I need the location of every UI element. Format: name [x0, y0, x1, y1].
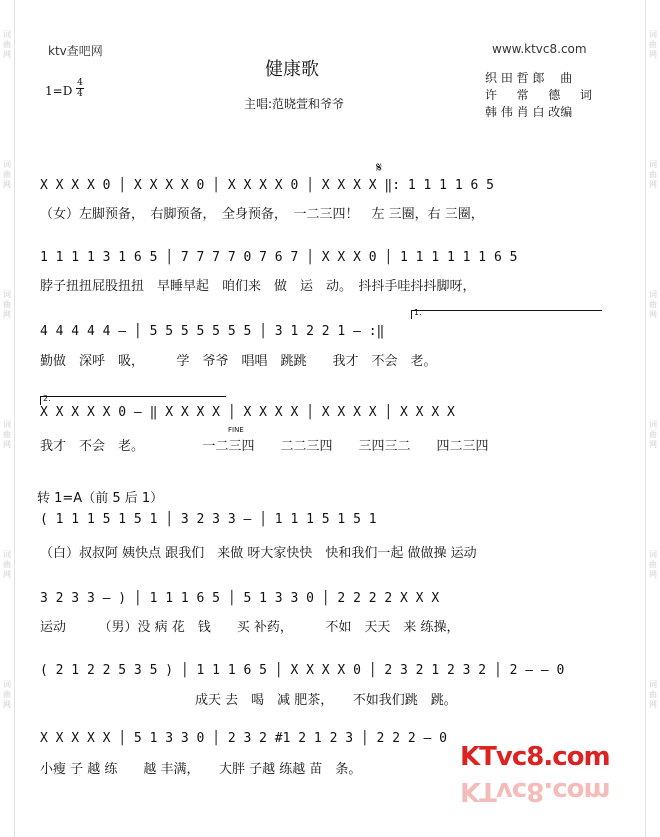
side-watermark-char: 网 — [649, 310, 657, 319]
ktvc8-logo-reflection: KTvc8.com — [460, 776, 610, 806]
credits — [485, 70, 592, 121]
credit-arranger: 韩 伟 肖 白 改编 — [485, 105, 573, 119]
side-watermark-char: 网 — [649, 180, 657, 189]
lyrics-line-5: （白）叔叔阿 姨快点 跟我们 来做 呀大家快快 快和我们一起 做做操 运动 — [40, 546, 477, 561]
credit-lyricist: 许 常 德 词 — [485, 88, 592, 102]
lyrics-line-2: 脖子扭扭屁股扭扭 早睡早起 咱们来 做 运 动。 抖抖手哇抖抖脚呀， — [40, 279, 476, 294]
credit-composer: 织 田 哲 郎 曲 — [485, 71, 573, 85]
side-watermark-char: 曲 — [3, 690, 11, 699]
side-watermark-char: 词 — [3, 290, 11, 299]
side-watermark-char: 曲 — [3, 40, 11, 49]
side-watermark-char: 网 — [3, 50, 11, 59]
side-watermark-char: 词 — [649, 290, 657, 299]
lyrics-line-8: 小瘦 子 越 练 越 丰满， 大胖 子越 练越 苗 条。 — [40, 762, 362, 777]
site-watermark-right: www.ktvc8.com — [492, 42, 587, 56]
lyrics-line-1: （女）左脚预备， 右脚预备， 全身预备， 一二三四！ 左 三圈，右 三圈， — [40, 207, 484, 222]
volta-2-label: 2. — [43, 394, 51, 403]
side-watermark-char: 词 — [3, 680, 11, 689]
side-watermark-char: 曲 — [649, 40, 657, 49]
side-watermark-char: 曲 — [649, 170, 657, 179]
key-signature: 1=D — [45, 84, 73, 98]
fine-mark: FINE — [228, 426, 244, 434]
side-watermark-char: 网 — [3, 440, 11, 449]
side-watermark-char: 曲 — [649, 560, 657, 569]
side-watermark-char: 网 — [649, 700, 657, 709]
side-watermark-char: 网 — [649, 440, 657, 449]
side-watermark-char: 词 — [3, 550, 11, 559]
notation-line-5: ( 1 1 1 5 1 5 1 │ 3 2 3 3 – │ 1 1 1 5 1 5 1 — [40, 512, 377, 527]
notation-line-8: X X X X X │ 5 1 3 3 0 │ 2 3 2 #1 2 1 2 3 │ 2 2 2 – 0 — [40, 731, 447, 746]
side-watermark-char: 曲 — [649, 300, 657, 309]
notation-line-7: ( 2 1 2 2 5 3 5 ) │ 1 1 1 6 5 │ X X X X 0 │ 2 3 2 1 2 3 2 │ 2 – – 0 — [40, 663, 565, 678]
ktvc8-logo: KTvc8.com — [460, 742, 610, 772]
singers: 主唱:范晓萱和爷爷 — [244, 97, 345, 111]
side-watermark-char: 词 — [649, 160, 657, 169]
notation-line-3: 4 4 4 4 4 – │ 5 5 5 5 5 5 5 │ 3 1 2 2 1 – :‖ — [40, 324, 385, 339]
side-watermark-char: 词 — [3, 160, 11, 169]
side-watermark-char: 词 — [3, 30, 11, 39]
side-watermark-char: 网 — [3, 570, 11, 579]
song-title: 健康歌 — [265, 59, 319, 80]
side-watermark-char: 网 — [3, 700, 11, 709]
notation-line-1: X X X X 0 │ X X X X 0 │ X X X X 0 │ X X X X ‖: 1 1 1 1 6 5 — [40, 178, 494, 193]
side-watermark-char: 词 — [649, 30, 657, 39]
side-watermark-char: 曲 — [3, 300, 11, 309]
right-watermark-strip — [645, 0, 660, 837]
side-watermark-char: 曲 — [649, 690, 657, 699]
volta-bracket-2 — [40, 396, 226, 405]
time-signature — [76, 78, 84, 99]
notation-line-2: 1 1 1 1 3 1 6 5 │ 7 7 7 7 0 7 6 7 │ X X X 0 │ 1 1 1 1 1 1 6 5 — [40, 250, 518, 265]
volta-1-label: 1. — [414, 308, 422, 317]
lyrics-line-4: 我才 不会 老。 一二三四 二二三四 三四三二 四二三四 — [40, 439, 489, 454]
side-watermark-char: 网 — [3, 180, 11, 189]
lyrics-line-7: 成天 去 喝 减 肥茶， 不如我们跳 跳。 — [195, 693, 457, 708]
side-watermark-char: 词 — [649, 680, 657, 689]
site-watermark-left: ktv查吧网 — [48, 44, 103, 58]
side-watermark-char: 曲 — [3, 560, 11, 569]
side-watermark-char: 曲 — [3, 170, 11, 179]
notation-line-4: X X X X X 0 – ‖ X X X X │ X X X X │ X X X X │ X X X X — [40, 405, 455, 420]
side-watermark-char: 网 — [649, 50, 657, 59]
side-watermark-char: 曲 — [649, 430, 657, 439]
volta-bracket-1 — [411, 310, 602, 319]
side-watermark-char: 曲 — [3, 430, 11, 439]
lyrics-line-6: 运动 （男）没 病 花 钱 买 补药， 不如 天天 来 练操， — [40, 620, 460, 635]
left-watermark-strip — [0, 0, 15, 837]
side-watermark-char: 网 — [3, 310, 11, 319]
time-signature-top: 4 — [77, 78, 83, 88]
side-watermark-char: 网 — [649, 570, 657, 579]
notation-line-6: 3 2 3 3 – ) │ 1 1 1 6 5 │ 5 1 3 3 0 │ 2 2 2 2 X X X — [40, 591, 440, 606]
modulation-label: 转 1=A（前 5 后 1） — [37, 491, 164, 506]
side-watermark-char: 词 — [3, 420, 11, 429]
segno-sign: 𝄋 — [376, 160, 383, 176]
side-watermark-char: 词 — [649, 420, 657, 429]
lyrics-line-3: 勤做 深呼 吸， 学 爷爷 唱唱 跳跳 我才 不会 老。 — [40, 354, 437, 369]
time-signature-bottom: 4 — [77, 89, 83, 99]
side-watermark-char: 词 — [649, 550, 657, 559]
